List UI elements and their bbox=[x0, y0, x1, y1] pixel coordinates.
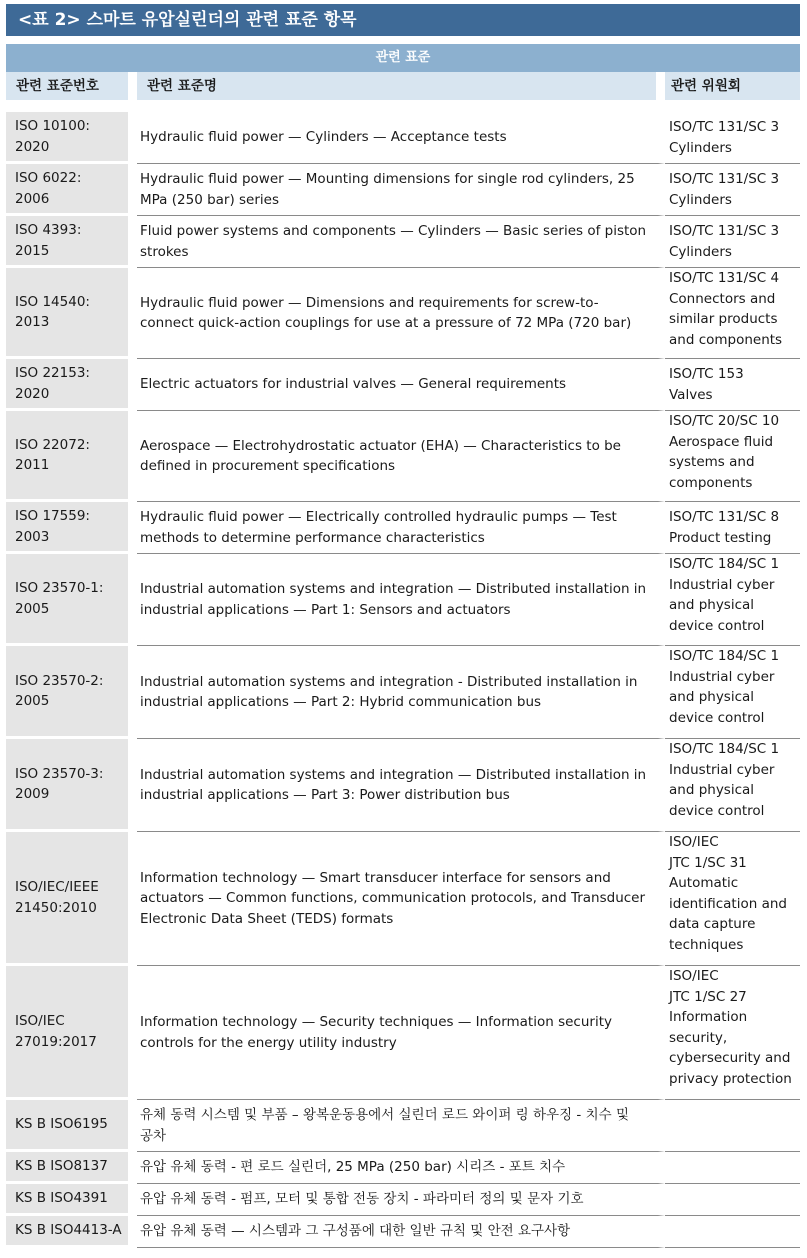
line: ISO/TC 153 bbox=[669, 366, 744, 382]
standard-number-cell bbox=[6, 832, 137, 966]
line: 2003 bbox=[15, 528, 50, 545]
line: ISO 6022: bbox=[15, 170, 82, 186]
line: JTC 1/SC 31 bbox=[669, 854, 747, 871]
standard-number-cell bbox=[6, 1100, 137, 1152]
line: 21450:2010 bbox=[15, 899, 97, 916]
table-row bbox=[6, 502, 800, 554]
line: 2009 bbox=[15, 786, 50, 802]
line: 2020 bbox=[15, 385, 50, 402]
table-row bbox=[6, 1216, 800, 1248]
line: ISO 22072: bbox=[15, 436, 90, 453]
line: 2013 bbox=[15, 314, 50, 330]
standard-name-cell bbox=[137, 112, 665, 164]
line: Electric actuators for industrial valves — General requirements bbox=[140, 376, 567, 393]
committee-cell bbox=[665, 359, 800, 411]
column-header-code: 관련 표준번호 bbox=[6, 72, 137, 100]
line: 2020 bbox=[15, 138, 50, 155]
line: 2005 bbox=[15, 693, 50, 709]
line: 유압 유체 동력 — 시스템과 그 구성품에 대한 일반 규칙 및 안전 요구사항 bbox=[140, 1223, 571, 1240]
line: Electronic Data Sheet (TEDS) formats bbox=[140, 910, 394, 927]
line: 유압 유체 동력 - 편 로드 실린더, 25 MPa (250 bar) 시리즈 - 포트 치수 bbox=[140, 1159, 566, 1176]
table-row bbox=[6, 646, 800, 739]
line: Fluid power systems and components — Cylinders — Basic series of piston bbox=[140, 223, 647, 239]
line: 2011 bbox=[15, 457, 50, 473]
standard-name-cell bbox=[137, 216, 665, 268]
line: ISO 23570-2: bbox=[15, 672, 104, 689]
line: 27019:2017 bbox=[15, 1033, 97, 1050]
line: KS B ISO4391 bbox=[15, 1190, 108, 1207]
standard-number-cell bbox=[6, 1184, 137, 1216]
standard-number-cell bbox=[6, 646, 137, 739]
table-row bbox=[6, 739, 800, 832]
line: and physical bbox=[669, 689, 755, 705]
line: cybersecurity and bbox=[669, 1050, 791, 1066]
line: Industrial automation systems and integration - Distributed installation in bbox=[140, 673, 638, 690]
column-header-row bbox=[6, 72, 800, 100]
standard-name-cell bbox=[137, 1152, 665, 1184]
line: and components bbox=[669, 331, 783, 348]
standard-number-cell bbox=[6, 1152, 137, 1184]
line: 유체 동력 시스템 및 부품 – 왕복운동용에서 실린더 로드 와이퍼 링 하우징 - 치수 및 bbox=[140, 1107, 630, 1123]
standard-name-cell bbox=[137, 832, 665, 966]
standard-number-cell bbox=[6, 268, 137, 359]
line: ISO 23570-3: bbox=[15, 765, 104, 782]
committee-cell bbox=[665, 832, 800, 966]
line: ISO 4393: bbox=[15, 222, 82, 238]
committee-cell bbox=[665, 1152, 800, 1184]
line: Valves bbox=[669, 386, 713, 403]
line: Industrial cyber bbox=[669, 761, 775, 778]
standard-name-cell bbox=[137, 502, 665, 554]
line: 2005 bbox=[15, 600, 50, 617]
line: industrial applications — Part 2: Hybrid communication bus bbox=[140, 694, 542, 710]
table-body bbox=[6, 112, 800, 1248]
standard-name-cell bbox=[137, 646, 665, 739]
line: techniques bbox=[669, 936, 744, 953]
line: ISO/TC 131/SC 3 bbox=[669, 119, 780, 135]
line: ISO/TC 20/SC 10 bbox=[669, 413, 780, 429]
standard-name-cell bbox=[137, 268, 665, 359]
line: Industrial cyber bbox=[669, 576, 775, 593]
table-row bbox=[6, 832, 800, 966]
line: components bbox=[669, 474, 753, 491]
standard-number-cell bbox=[6, 359, 137, 411]
table-row bbox=[6, 359, 800, 411]
table-row bbox=[6, 411, 800, 502]
line: Industrial cyber bbox=[669, 668, 775, 685]
standard-name-cell bbox=[137, 411, 665, 502]
standard-number-cell bbox=[6, 502, 137, 554]
line: Hydraulic fluid power — Cylinders — Acceptance tests bbox=[140, 129, 507, 146]
standard-number-cell bbox=[6, 411, 137, 502]
line: and physical bbox=[669, 782, 755, 798]
line: security, bbox=[669, 1029, 728, 1046]
standard-name-cell bbox=[137, 739, 665, 832]
line: ISO/TC 131/SC 3 bbox=[669, 223, 780, 239]
line: device control bbox=[669, 617, 765, 634]
line: ISO/IEC bbox=[15, 1013, 65, 1029]
line: actuators — Common functions, communication protocols, and Transducer bbox=[140, 890, 646, 907]
line: ISO/TC 131/SC 3 bbox=[669, 171, 780, 187]
line: Information technology — Smart transducer interface for sensors and bbox=[140, 869, 611, 886]
committee-cell bbox=[665, 411, 800, 502]
line: ISO/TC 184/SC 1 bbox=[669, 741, 780, 757]
line: Aerospace fluid bbox=[669, 433, 774, 450]
line: ISO 22153: bbox=[15, 365, 90, 381]
line: systems and bbox=[669, 454, 755, 470]
line: KS B ISO4413-A bbox=[15, 1222, 122, 1239]
line: and physical bbox=[669, 597, 755, 613]
table-title: <표 2> 스마트 유압실린더의 관련 표준 항목 bbox=[6, 4, 800, 36]
standard-name-cell bbox=[137, 1100, 665, 1152]
standard-name-cell bbox=[137, 966, 665, 1100]
standard-number-cell bbox=[6, 739, 137, 832]
table-row bbox=[6, 268, 800, 359]
line: 유압 유체 동력 - 펌프, 모터 및 통합 전동 장치 - 파라미터 정의 및 문자 기호 bbox=[140, 1191, 584, 1208]
table-row bbox=[6, 216, 800, 268]
committee-cell bbox=[665, 1100, 800, 1152]
line: KS B ISO8137 bbox=[15, 1158, 108, 1175]
line: defined in procurement specifications bbox=[140, 458, 396, 474]
line: Cylinders bbox=[669, 139, 732, 156]
line: JTC 1/SC 27 bbox=[669, 988, 747, 1005]
line: Automatic bbox=[669, 875, 739, 891]
line: ISO 14540: bbox=[15, 293, 90, 310]
committee-cell bbox=[665, 554, 800, 646]
line: strokes bbox=[140, 243, 189, 260]
standards-table bbox=[6, 72, 800, 1248]
committee-cell bbox=[665, 1184, 800, 1216]
line: Cylinders bbox=[669, 191, 732, 208]
line: ISO/IEC bbox=[669, 834, 719, 850]
committee-cell bbox=[665, 966, 800, 1100]
standard-number-cell bbox=[6, 554, 137, 646]
line: similar products bbox=[669, 311, 778, 327]
committee-cell bbox=[665, 268, 800, 359]
standard-name-cell bbox=[137, 359, 665, 411]
standard-number-cell bbox=[6, 966, 137, 1100]
line: Information bbox=[669, 1009, 748, 1025]
line: ISO 17559: bbox=[15, 508, 90, 524]
line: Industrial automation systems and integration — Distributed installation in bbox=[140, 581, 647, 597]
line: Product testing bbox=[669, 529, 772, 546]
standard-name-cell bbox=[137, 554, 665, 646]
line: KS B ISO6195 bbox=[15, 1116, 108, 1133]
committee-cell bbox=[665, 1216, 800, 1248]
line: identification and bbox=[669, 895, 787, 912]
committee-cell bbox=[665, 646, 800, 739]
line: ISO/IEC/IEEE bbox=[15, 879, 99, 895]
committee-cell bbox=[665, 164, 800, 216]
line: industrial applications — Part 3: Power distribution bus bbox=[140, 787, 510, 803]
line: Hydraulic fluid power — Electrically controlled hydraulic pumps — Test bbox=[140, 509, 617, 525]
standard-name-cell bbox=[137, 1216, 665, 1248]
table-row bbox=[6, 164, 800, 216]
line: ISO 10100: bbox=[15, 118, 90, 134]
line: ISO/TC 184/SC 1 bbox=[669, 556, 780, 572]
line: 2006 bbox=[15, 190, 50, 207]
line: device control bbox=[669, 802, 765, 819]
line: data capture bbox=[669, 916, 756, 932]
line: methods to determine performance characteristics bbox=[140, 529, 485, 546]
column-header-committee: 관련 위원회 bbox=[665, 72, 800, 100]
line: industrial applications — Part 1: Sensors and actuators bbox=[140, 601, 511, 618]
standard-number-cell bbox=[6, 164, 137, 216]
line: privacy protection bbox=[669, 1070, 792, 1087]
line: Cylinders bbox=[669, 243, 732, 260]
standard-number-cell bbox=[6, 112, 137, 164]
table-row bbox=[6, 1152, 800, 1184]
table-row bbox=[6, 554, 800, 646]
line: 공차 bbox=[140, 1127, 167, 1144]
group-header: 관련 표준 bbox=[6, 44, 800, 72]
line: Industrial automation systems and integration — Distributed installation in bbox=[140, 766, 647, 783]
line: ISO/TC 184/SC 1 bbox=[669, 648, 780, 664]
committee-cell bbox=[665, 739, 800, 832]
line: controls for the energy utility industry bbox=[140, 1034, 397, 1051]
standard-number-cell bbox=[6, 216, 137, 268]
standard-name-cell bbox=[137, 164, 665, 216]
standard-number-cell bbox=[6, 1216, 137, 1248]
table-row bbox=[6, 966, 800, 1100]
committee-cell bbox=[665, 112, 800, 164]
committee-cell bbox=[665, 216, 800, 268]
column-header-name: 관련 표준명 bbox=[137, 72, 665, 100]
line: ISO 23570-1: bbox=[15, 580, 104, 596]
line: Hydraulic fluid power — Mounting dimensions for single rod cylinders, 25 bbox=[140, 171, 635, 187]
standard-name-cell bbox=[137, 1184, 665, 1216]
table-row bbox=[6, 1100, 800, 1152]
line: Information technology — Security techniques — Information security bbox=[140, 1014, 612, 1030]
line: Connectors and bbox=[669, 290, 776, 307]
table-row bbox=[6, 1184, 800, 1216]
line: device control bbox=[669, 709, 765, 726]
line: Aerospace — Electrohydrostatic actuator (EHA) — Characteristics to be bbox=[140, 437, 621, 454]
line: ISO/TC 131/SC 8 bbox=[669, 509, 780, 525]
line: ISO/TC 131/SC 4 bbox=[669, 270, 780, 286]
line: Hydraulic fluid power — Dimensions and requirements for screw-to- bbox=[140, 294, 599, 311]
committee-cell bbox=[665, 502, 800, 554]
line: MPa (250 bar) series bbox=[140, 191, 280, 208]
line: connect quick-action couplings for use at a pressure of 72 MPa (720 bar) bbox=[140, 315, 632, 331]
table-row bbox=[6, 112, 800, 164]
line: 2015 bbox=[15, 242, 50, 259]
line: ISO/IEC bbox=[669, 968, 719, 984]
